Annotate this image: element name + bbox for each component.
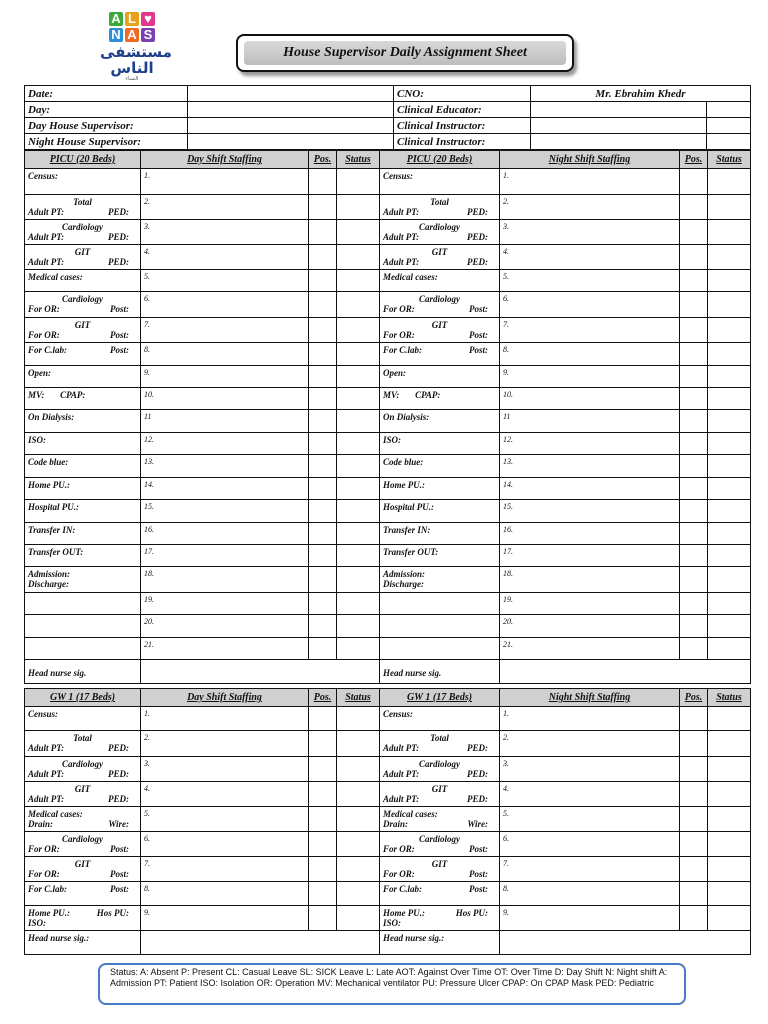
logo-heart: ♥ — [141, 12, 155, 26]
page-title: House Supervisor Daily Assignment Sheet — [244, 41, 566, 65]
logo-small-text: النساء — [125, 76, 139, 82]
status-header: Status — [337, 151, 380, 169]
gw-table — [24, 688, 751, 955]
head-nurse-sig-label: Head nurse sig.: — [380, 931, 500, 955]
day-staffing-header: Day Shift Staffing — [141, 151, 309, 169]
status-legend: Status: A: Absent P: Present CL: Casual Leave SL: SICK Leave L: Late AOT: Against Over Time OT: Over Time D: Day Shift N: Night shift A: Admission PT: Patient ISO: Isolation OR: Operation MV: Mechanical ventilator PU: Pressure Ulcer CPAP: On CPAP Mask PED: Pediatric — [98, 963, 686, 1005]
day-field[interactable] — [188, 102, 394, 118]
head-nurse-sig-field[interactable] — [141, 931, 380, 955]
gw-body: Census: 1. Census: 1. Total Adult PT: PED: 2. Total Adult PT: PED: 2. Cardiology Adult PT: PED: 3. Cardiology Adult PT: PED: 3. GIT Adult PT: PED: 4. GIT Adult PT: PED: 4. Medical cases: Drain: Wire: 5. Medical cases: Drain: Wire: 5. Cardiology For OR: Post: 6. Cardiology For OR: Post: 6. GIT For OR: Post: 7. GIT For OR: Post: 7. For C.lab: Post: 8. For C.lab: Post: 8. Home PU.: Hos PU: ISO: 9. Home PU.: Hos PU: ISO: 9. Head nurse sig.: Head nurse sig.: — [25, 707, 751, 955]
picu-unit-header: PICU (20 Beds) — [25, 151, 141, 169]
head-nurse-sig-label: Head nurse sig.: — [25, 931, 141, 955]
day-supervisor-label: Day House Supervisor: — [25, 118, 188, 134]
instructor-label: Clinical Instructor: — [394, 134, 531, 150]
picu-unit-header: PICU (20 Beds) — [380, 151, 500, 169]
cno-name: Mr. Ebrahim Khedr — [531, 86, 751, 102]
cno-label: CNO: — [394, 86, 531, 102]
night-staffing-header: Night Shift Staffing — [500, 151, 680, 169]
instructor-label: Clinical Instructor: — [394, 118, 531, 134]
head-nurse-sig-field[interactable] — [500, 931, 751, 955]
educator-label: Clinical Educator: — [394, 102, 531, 118]
day-label: Day: — [25, 102, 188, 118]
status-header: Status — [337, 689, 380, 707]
hospital-logo — [100, 11, 172, 82]
pos-header: Pos. — [680, 151, 708, 169]
day-supervisor-field[interactable] — [188, 118, 394, 134]
head-nurse-sig-field[interactable] — [141, 660, 380, 684]
logo-arabic-text: مستشفى الناس — [100, 43, 172, 77]
logo-letter: S — [141, 28, 155, 42]
pos-header: Pos. — [309, 151, 337, 169]
header-table — [24, 85, 751, 150]
head-nurse-sig-field[interactable] — [500, 660, 751, 684]
date-field[interactable] — [188, 86, 394, 102]
night-supervisor-label: Night House Supervisor: — [25, 134, 188, 150]
status-header: Status — [708, 689, 751, 707]
picu-table — [24, 150, 751, 684]
instructor-extra[interactable] — [707, 134, 751, 150]
day-staffing-header: Day Shift Staffing — [141, 689, 309, 707]
title-box — [236, 34, 574, 72]
logo-letter: L — [125, 12, 139, 26]
logo-letter: A — [125, 28, 139, 42]
instructor-field[interactable] — [531, 118, 707, 134]
night-supervisor-field[interactable] — [188, 134, 394, 150]
pos-header: Pos. — [680, 689, 708, 707]
gw-unit-header: GW 1 (17 Beds) — [380, 689, 500, 707]
picu-body: Census: 1. Census: 1. Total Adult PT: PED: 2. Total Adult PT: PED: 2. Cardiology Adult PT: PED: 3. Cardiology Adult PT: PED: 3. GIT Adult PT: PED: 4. GIT Adult PT: PED: 4. Medical cases: 5. Medical cases: 5. Cardiology For OR: Post: 6. Cardiology For OR: Post: 6. GIT For OR: Post: 7. GIT For OR: Post: 7. For C.lab: Post: 8. For C.lab: Post: 8. Open: 9. Open: 9. MV: CPAP: 10. MV: CPAP: 10. On Dialysis: 11 On Dialysis: 11 ISO: 12. ISO: 12. Code blue: 13. Code blue: 13. Home PU.: 14. Home PU.: 14. Hospital PU.: 15. Hospital PU.: 15. Transfer IN: 16. Transfer IN: 16. Transfer OUT: 17. Transfer OUT: 17. Admission: Discharge: 18. Admission: Discharge: 18. 19. 19. 20. 20. 21. 21. Head nurse sig. Head nurse sig. — [25, 169, 751, 684]
head-nurse-sig-label: Head nurse sig. — [25, 660, 141, 684]
pos-header: Pos. — [309, 689, 337, 707]
educator-field[interactable] — [531, 102, 707, 118]
instructor-field[interactable] — [531, 134, 707, 150]
date-label: Date: — [25, 86, 188, 102]
educator-extra[interactable] — [707, 102, 751, 118]
logo-letter: N — [109, 28, 123, 42]
status-header: Status — [708, 151, 751, 169]
gw-unit-header: GW 1 (17 Beds) — [25, 689, 141, 707]
logo-letter: A — [109, 12, 123, 26]
instructor-extra[interactable] — [707, 118, 751, 134]
night-staffing-header: Night Shift Staffing — [500, 689, 680, 707]
head-nurse-sig-label: Head nurse sig. — [380, 660, 500, 684]
